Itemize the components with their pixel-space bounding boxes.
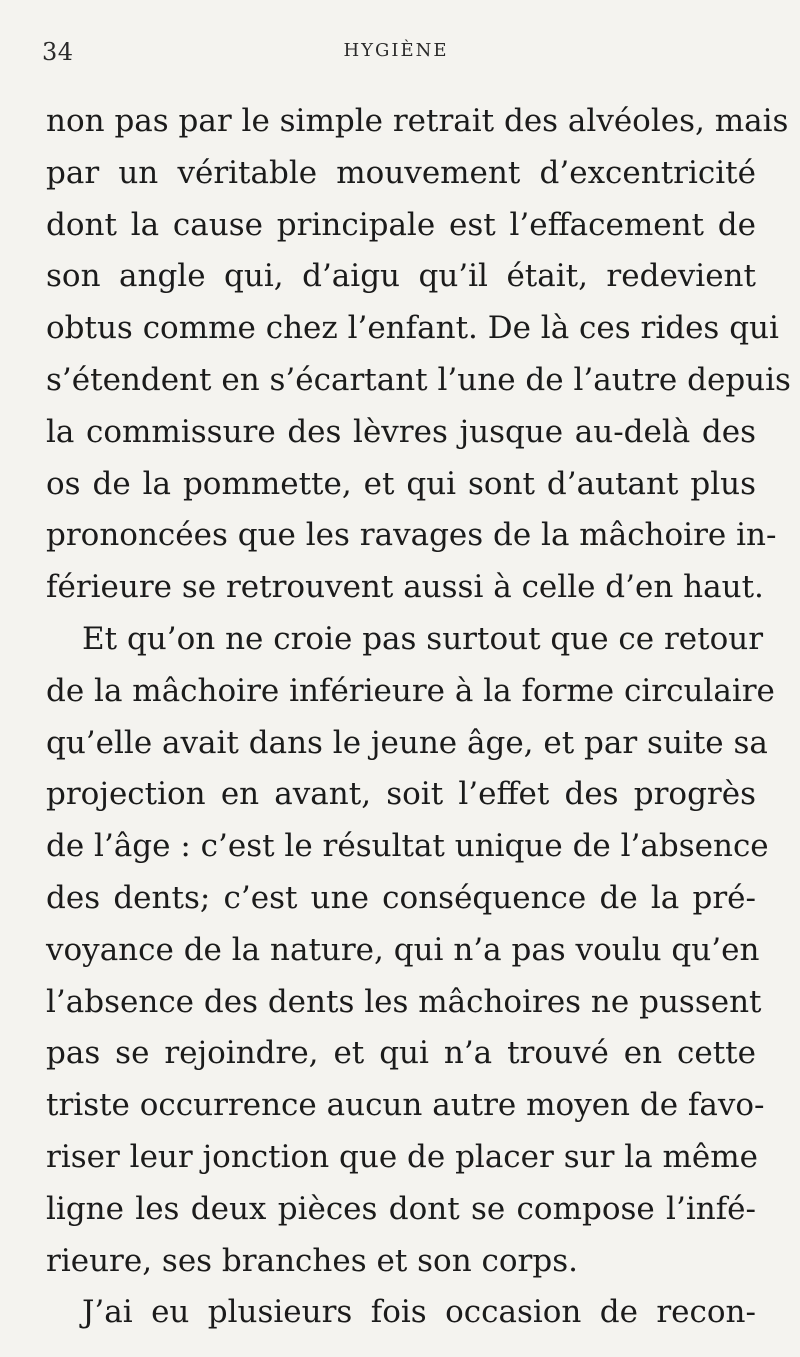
text-line: des dents; c’est une conséquence de la pré- — [46, 879, 756, 916]
page-number: 34 — [42, 38, 74, 66]
text-line: de l’âge : c’est le résultat unique de l’absence — [46, 828, 769, 865]
text-line: os de la pommette, et qui sont d’autant plus — [46, 465, 756, 502]
text-line: dont la cause principale est l’effacement de — [46, 206, 756, 243]
text-line: voyance de la nature, qui n’a pas voulu qu’en — [46, 931, 760, 968]
text-line: projection en avant, soit l’effet des progrès — [46, 776, 756, 813]
text-line: non pas par le simple retrait des alvéoles, mais — [46, 103, 789, 139]
text-line: pas se rejoindre, et qui n’a trouvé en cette — [46, 1035, 756, 1072]
running-head: HYGIÈNE — [343, 40, 449, 61]
text-line: rieure, ses branches et son corps. — [46, 1242, 578, 1279]
paragraph-first-line: Et qu’on ne croie pas surtout que ce retour — [82, 620, 764, 657]
body-text — [46, 96, 791, 1339]
text-line: qu’elle avait dans le jeune âge, et par suite sa — [46, 724, 768, 761]
text-line: prononcées que les ravages de la mâchoire in- — [46, 517, 777, 554]
text-line: l’absence des dents les mâchoires ne pussent — [46, 983, 762, 1020]
text-line: son angle qui, d’aigu qu’il était, redevient — [46, 258, 756, 295]
text-line: par un véritable mouvement d’excentricité — [46, 154, 756, 191]
text-line: de la mâchoire inférieure à la forme circulaire — [46, 672, 775, 709]
page-header — [42, 38, 750, 78]
text-line: ligne les deux pièces dont se compose l’infé- — [46, 1190, 756, 1227]
text-line: obtus comme chez l’enfant. De là ces rides qui — [46, 310, 779, 347]
text-line: la commissure des lèvres jusque au-delà des — [46, 413, 756, 450]
text-line: riser leur jonction que de placer sur la même — [46, 1138, 758, 1175]
text-line: s’étendent en s’écartant l’une de l’autre depuis — [46, 361, 791, 398]
paragraph-first-line: J’ai eu plusieurs fois occasion de recon- — [82, 1294, 756, 1331]
text-line: triste occurrence aucun autre moyen de favo- — [46, 1087, 765, 1124]
text-line: férieure se retrouvent aussi à celle d’en haut. — [46, 569, 764, 606]
